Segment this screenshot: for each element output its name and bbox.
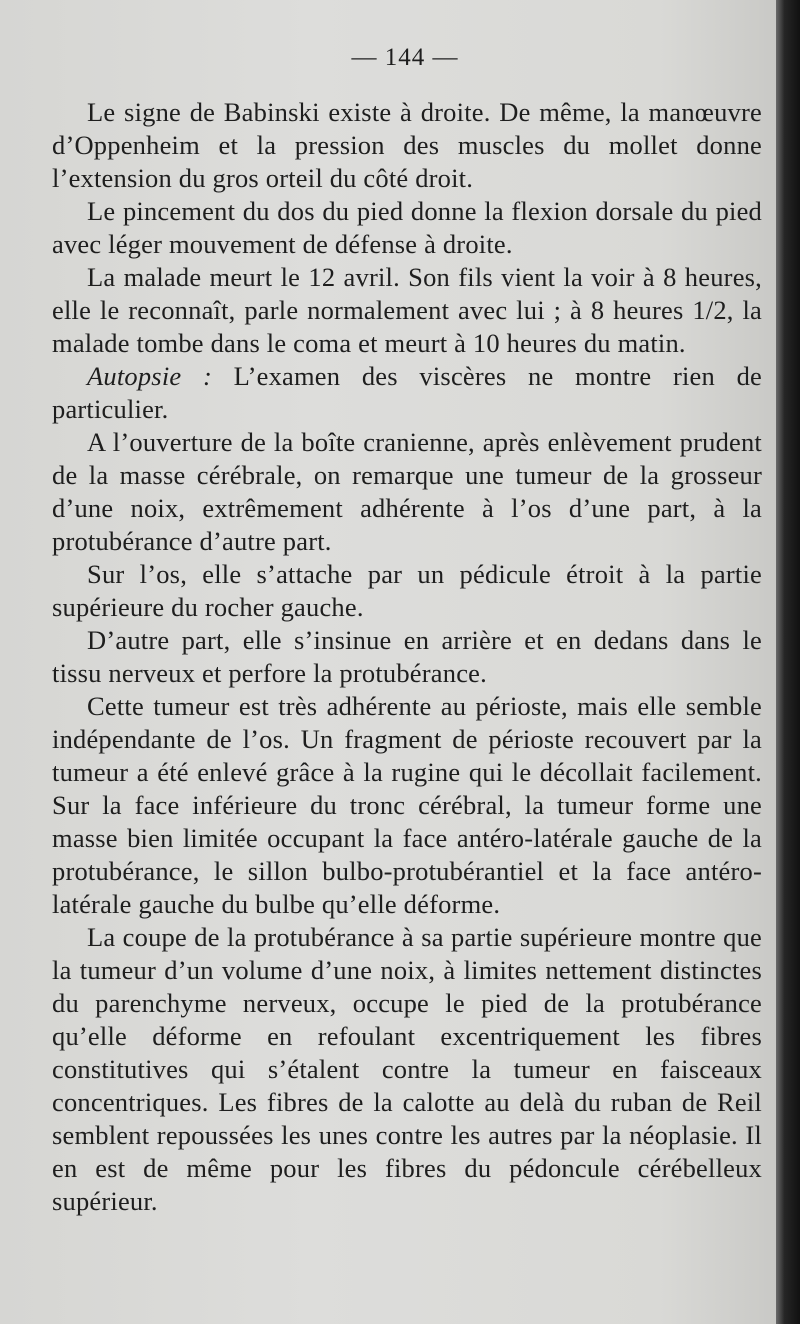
book-gutter-shadow bbox=[776, 0, 800, 1324]
page-number: — 144 — bbox=[351, 44, 459, 71]
paragraph-9: La coupe de la protubérance à sa partie supérieure montre que la tumeur d’un volume d’une noix, à limites nettement distinctes du parenchyme nerveux, occupe le pied de la protubérance qu’elle déforme en refoulant excentriquement les fibres constitutives qui s’étalent contre la tumeur en faisceaux concentriques. Les fibres de la calotte au delà du ruban de Reil semblent repoussées les unes contre les autres par la néoplasie. Il en est de même pour les fibres du pédoncule cérébelleux supérieur. bbox=[52, 922, 762, 1216]
paragraph-3: La malade meurt le 12 avril. Son fils vient la voir à 8 heures, elle le reconnaît, parle normalement avec lui ; à 8 heures 1/2, la malade tombe dans le coma et meurt à 10 heures du matin. bbox=[52, 262, 762, 358]
paragraph-1: Le signe de Babinski existe à droite. De même, la manœuvre d’Oppenheim et la pression des muscles du mollet donne l’extension du gros orteil du côté droit. bbox=[52, 97, 762, 193]
paragraph-5: A l’ouverture de la boîte cranienne, après enlèvement prudent de la masse cérébrale, on remarque une tumeur de la grosseur d’une noix, extrêmement adhérente à l’os d’une part, à la protubérance d’autre part. bbox=[52, 427, 762, 556]
autopsie-heading: Autopsie : bbox=[87, 361, 212, 391]
body-text bbox=[52, 96, 762, 1218]
paragraph-4-text: L’examen des viscères ne montre rien de particulier. bbox=[52, 361, 762, 424]
paragraph-4 bbox=[52, 360, 762, 426]
paragraph-7: D’autre part, elle s’insinue en arrière et en dedans dans le tissu nerveux et perfore la protubérance. bbox=[52, 625, 762, 688]
paragraph-8: Cette tumeur est très adhérente au périoste, mais elle semble indépendante de l’os. Un fragment de périoste recouvert par la tumeur a été enlevé grâce à la rugine qui le décollait facilement. Sur la face inférieure du tronc cérébral, la tumeur forme une masse bien limitée occupant la face antéro-latérale gauche de la protubérance, le sillon bulbo-protubérantiel et la face antéro-latérale gauche du bulbe qu’elle déforme. bbox=[52, 691, 762, 919]
paragraph-6: Sur l’os, elle s’attache par un pédicule étroit à la partie supérieure du rocher gauche. bbox=[52, 559, 762, 622]
paragraph-2: Le pincement du dos du pied donne la flexion dorsale du pied avec léger mouvement de défense à droite. bbox=[52, 196, 762, 259]
